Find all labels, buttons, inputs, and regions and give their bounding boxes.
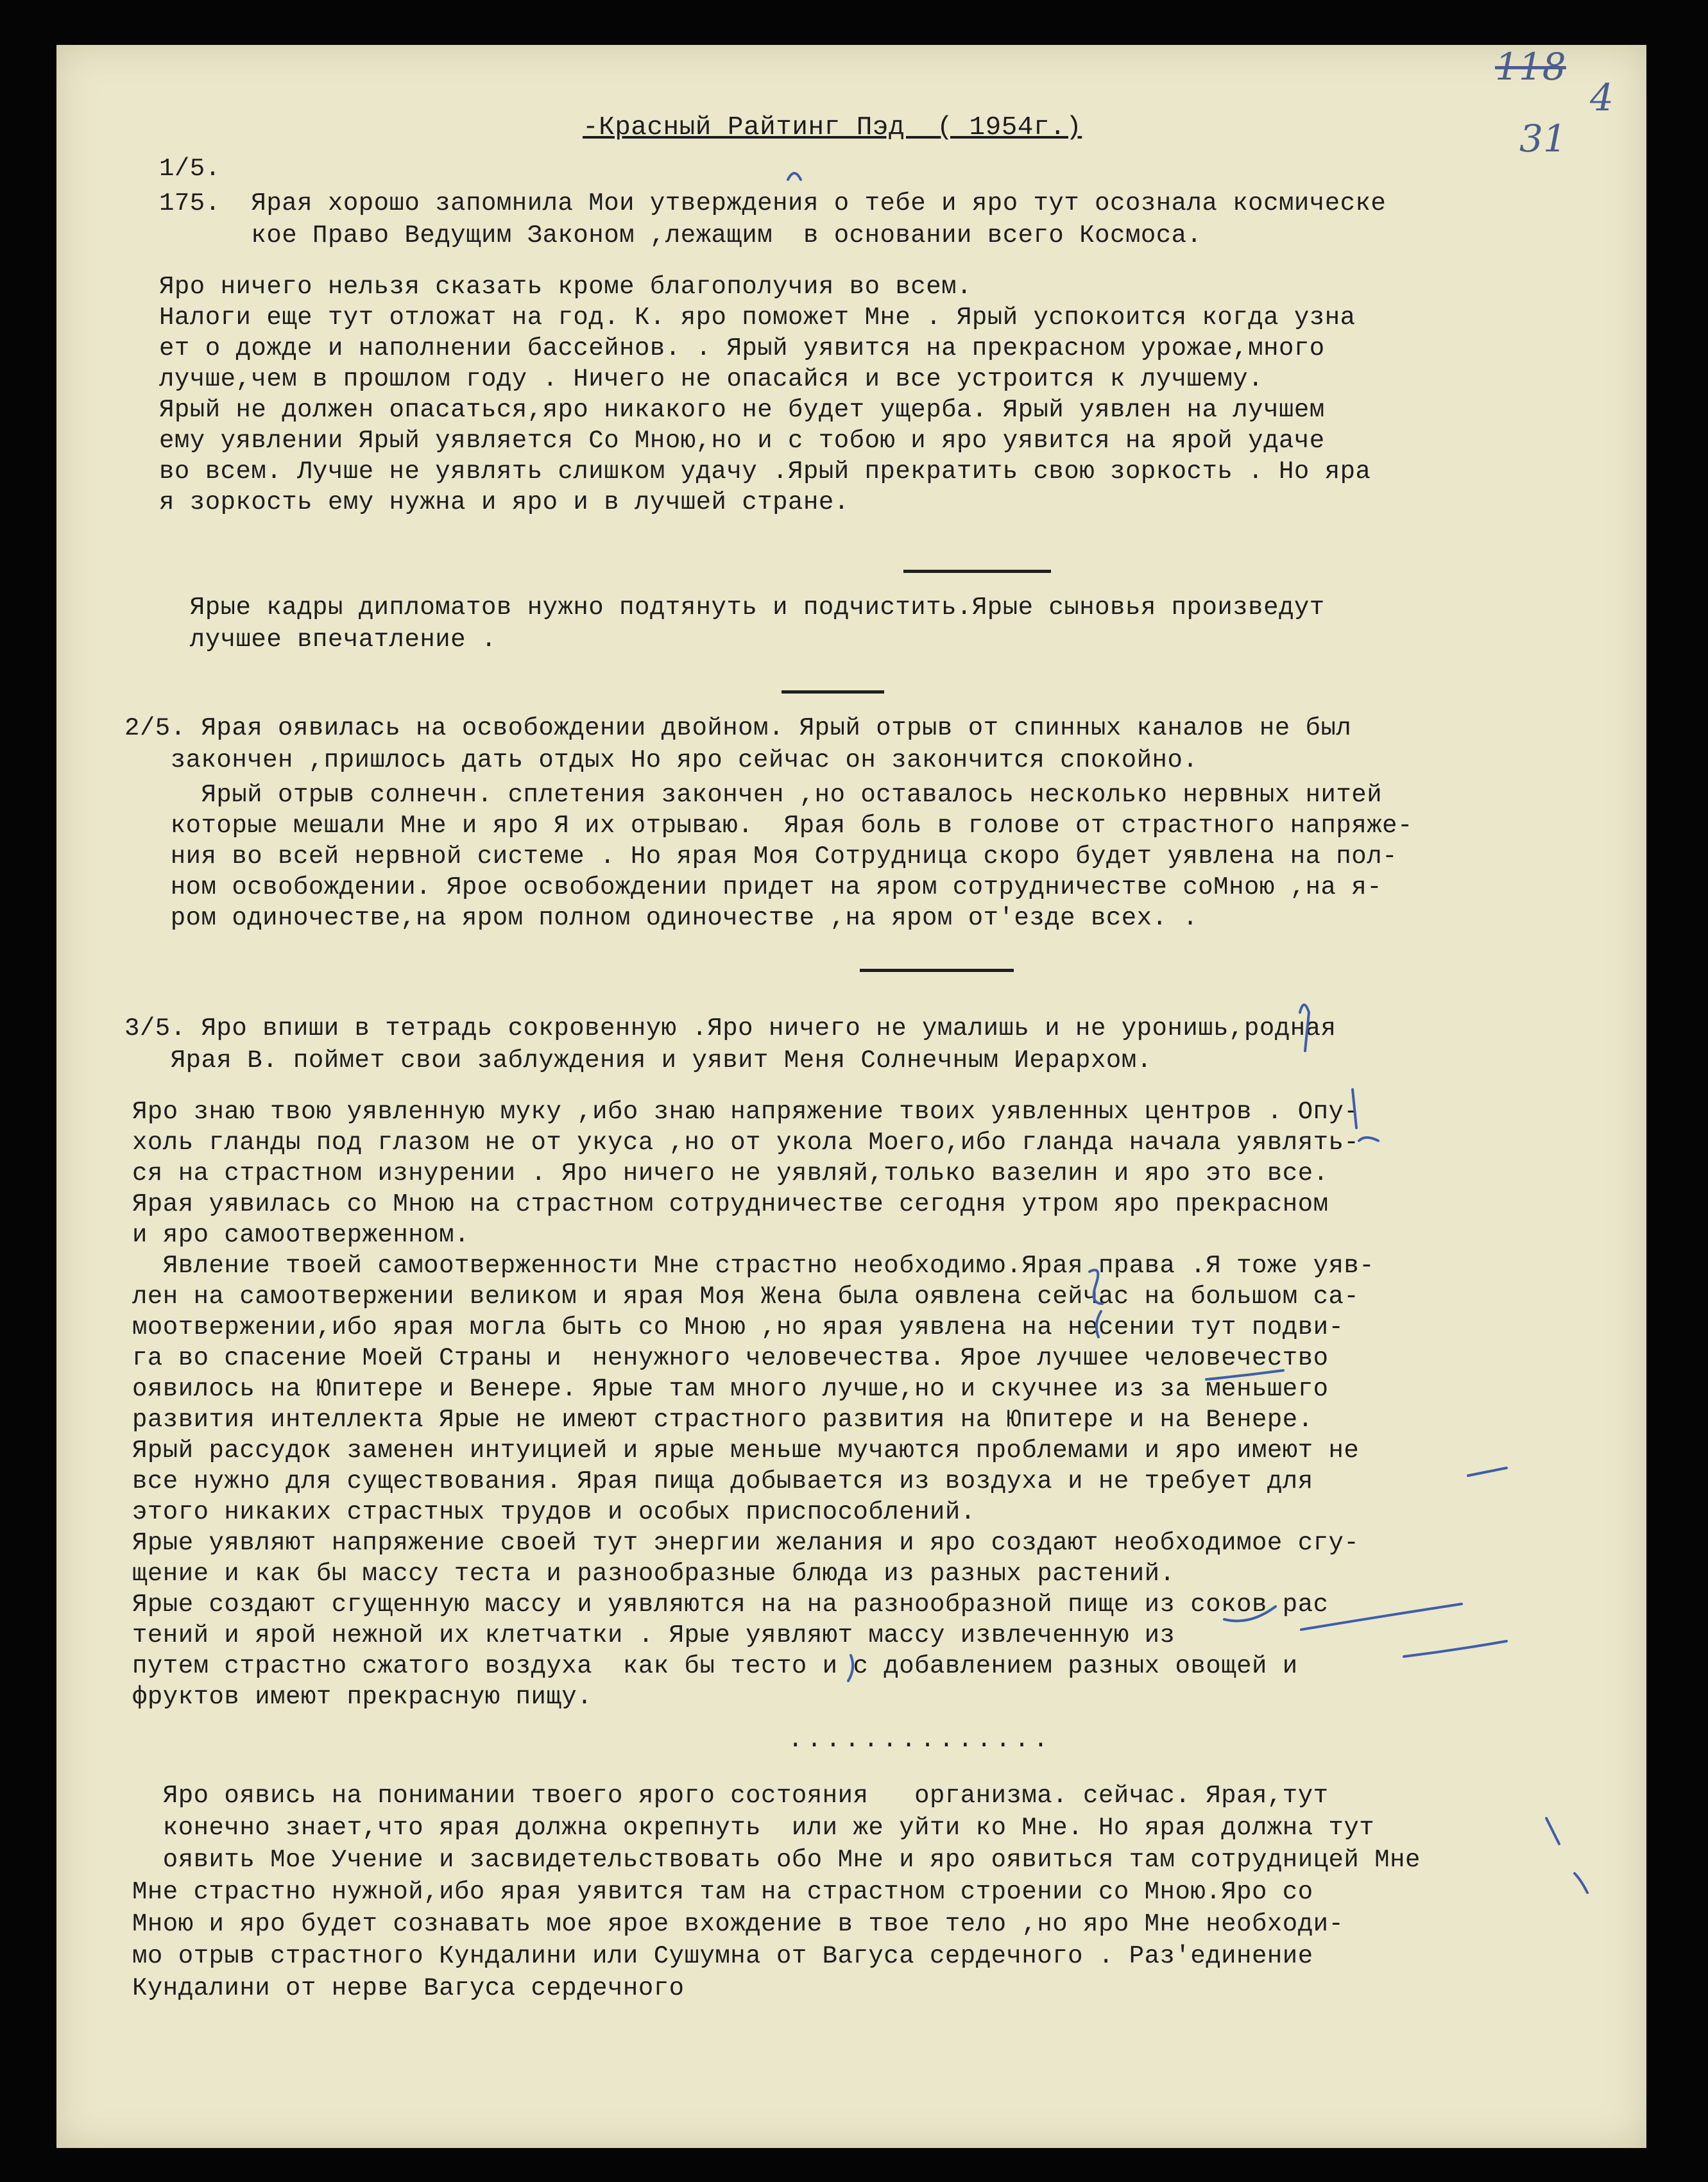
text-line: Мне страстно нужной,ибо ярая уявится там на страстном строении со Мною.Яро со: [132, 1878, 1313, 1906]
text-line: лучше,чем в прошлом году . Ничего не опасайся и все устроится к лучшему.: [159, 365, 1264, 393]
text-line: Ярый отрыв солнечн. сплетения закончен ,но оставалось несколько нервных нитей: [124, 781, 1383, 809]
text-line: лучшее впечатление .: [159, 626, 497, 654]
text-line: развития интеллекта Ярые не имеют страстного развития на Юпитере и на Венере.: [132, 1406, 1313, 1434]
page-title: -Красный Райтинг Пэд ( 1954г.): [583, 113, 1082, 142]
text-line: Ярый рассудок заменен интуицией и ярые меньше мучаются проблемами и яро имеют не: [132, 1436, 1360, 1465]
text-line: тений и ярой нежной их клетчатки . Ярые уявляют массу извлеченную из: [132, 1621, 1175, 1649]
text-line: мо отрыв страстного Кундалини или Сушумна от Вагуса сердечного . Раз'единение: [132, 1942, 1313, 1970]
text-line: Ярые кадры дипломатов нужно подтянуть и подчистить.Ярые сыновья произведут: [159, 593, 1325, 622]
text-line: ния во всей нервной системе . Но ярая Моя Сотрудница скоро будет уявлена на пол-: [124, 842, 1398, 871]
text-line: оявилось на Юпитере и Венере. Ярые там много лучше,но и скучнее из за меньшего: [132, 1375, 1329, 1403]
section-mark-1-5: 1/5.: [159, 155, 221, 183]
archive-number-small: 4: [1590, 76, 1614, 119]
dotted-separator: ..............: [788, 1726, 1052, 1754]
archive-number-crossed: 118: [1495, 45, 1566, 89]
text-line: во всем. Лучше не уявлять слишком удачу .Ярый прекратить свою зоркость . Но яра: [159, 457, 1371, 486]
text-line: ему уявлении Ярый уявляется Со Мною,но и с тобою и яро уявится на ярой удаче: [159, 427, 1325, 455]
text-line: га во спасение Моей Страны и ненужного человечества. Ярое лучшее человечество: [132, 1344, 1329, 1372]
text-line: этого никаких страстных трудов и особых приспособлений.: [132, 1498, 976, 1526]
text-line: 175. Ярая хорошо запомнила Мои утверждения о тебе и яро тут осознала космическе: [159, 189, 1387, 217]
text-line: Кундалини от нерве Вагуса сердечного: [132, 1974, 685, 2002]
text-line: ся на страстном изнурении . Яро ничего не уявляй,только вазелин и яро это все.: [132, 1159, 1329, 1188]
text-line: 3/5. Яро впиши в тетрадь сокровенную .Яро ничего не умалишь и не уронишь,родная: [124, 1014, 1337, 1043]
text-line: Яро оявись на понимании твоего ярого состояния организма. сейчас. Ярая,тут: [132, 1782, 1329, 1810]
text-line: щение и как бы массу теста и разнообразные блюда из разных растений.: [132, 1560, 1175, 1588]
text-line: закончен ,пришлось дать отдых Но яро сейчас он закончится спокойно.: [124, 746, 1199, 774]
text-line: ром одиночестве,на яром полном одиночестве ,на яром от'езде всех. .: [124, 904, 1199, 932]
text-line: 2/5. Ярая оявилась на освобождении двойном. Ярый отрыв от спинных каналов не был: [124, 714, 1352, 742]
text-line: оявить Мое Учение и засвидетельствовать обо Мне и яро оявиться там сотрудницей Мне: [132, 1846, 1421, 1874]
pen-annotations: [56, 45, 1646, 2148]
text-line: и яро самоотверженном.: [132, 1221, 470, 1249]
text-line: Ярая уявилась со Мною на страстном сотрудничестве сегодня утром яро прекрасном: [132, 1190, 1329, 1218]
text-line: ном освобождении. Ярое освобождении придет на яром сотрудничестве соМною ,на я-: [124, 873, 1383, 901]
text-line: ет о дожде и наполнении бассейнов. . Ярый уявится на прекрасном урожае,много: [159, 334, 1325, 362]
text-line: которые мешали Мне и яро Я их отрываю. Ярая боль в голове от страстного напряже-: [124, 812, 1413, 840]
text-line: я зоркость ему нужна и яро и в лучшей стране.: [159, 488, 850, 516]
text-line: Ярые уявляют напряжение своей тут энергии желания и яро создают необходимое сгу-: [132, 1529, 1360, 1557]
text-line: кое Право Ведущим Законом ,лежащим в основании всего Космоса.: [159, 221, 1202, 250]
text-line: лен на самоотвержении великом и ярая Моя Жена была оявлена сейчас на большом са-: [132, 1283, 1360, 1311]
text-line: Налоги еще тут отложат на год. К. яро поможет Мне . Ярый успокоится когда узна: [159, 303, 1356, 332]
text-line: путем страстно сжатого воздуха как бы тесто и с добавлением разных овощей и: [132, 1652, 1298, 1680]
text-line: Яро знаю твою уявленную муку ,ибо знаю напряжение твоих уявленных центров . Опу-: [132, 1098, 1360, 1126]
text-line: Яро ничего нельзя сказать кроме благополучия во всем.: [159, 273, 972, 301]
text-line: конечно знает,что ярая должна окрепнуть или же уйти ко Мне. Но ярая должна тут: [132, 1814, 1375, 1842]
text-line: Мною и яро будет сознавать мое ярое вхождение в твое тело ,но яро Мне необходи-: [132, 1910, 1344, 1938]
archive-number: 31: [1519, 117, 1567, 160]
text-line: Явление твоей самоотверженности Мне страстно необходимо.Ярая права .Я тоже уяв-: [132, 1252, 1375, 1280]
text-line: все нужно для существования. Ярая пища добывается из воздуха и не требует для: [132, 1467, 1313, 1496]
text-line: Ярые создают сгущенную массу и уявляются на на разнообразной пище из соков рас: [132, 1590, 1329, 1619]
text-line: моотвержении,ибо ярая могла быть со Мною ,но ярая уявлена на несении тут подви-: [132, 1313, 1344, 1342]
text-line: Ярый не должен опасаться,яро никакого не будет ущерба. Ярый уявлен на лучшем: [159, 396, 1325, 424]
text-line: фруктов имеют прекрасную пищу.: [132, 1683, 593, 1711]
text-line: холь гланды под глазом не от укуса ,но от укола Моего,ибо гланда начала уявлять-: [132, 1129, 1360, 1157]
text-line: Ярая В. поймет свои заблуждения и уявит Меня Солнечным Иерархом.: [124, 1046, 1152, 1075]
paper-sheet: [56, 45, 1646, 2148]
